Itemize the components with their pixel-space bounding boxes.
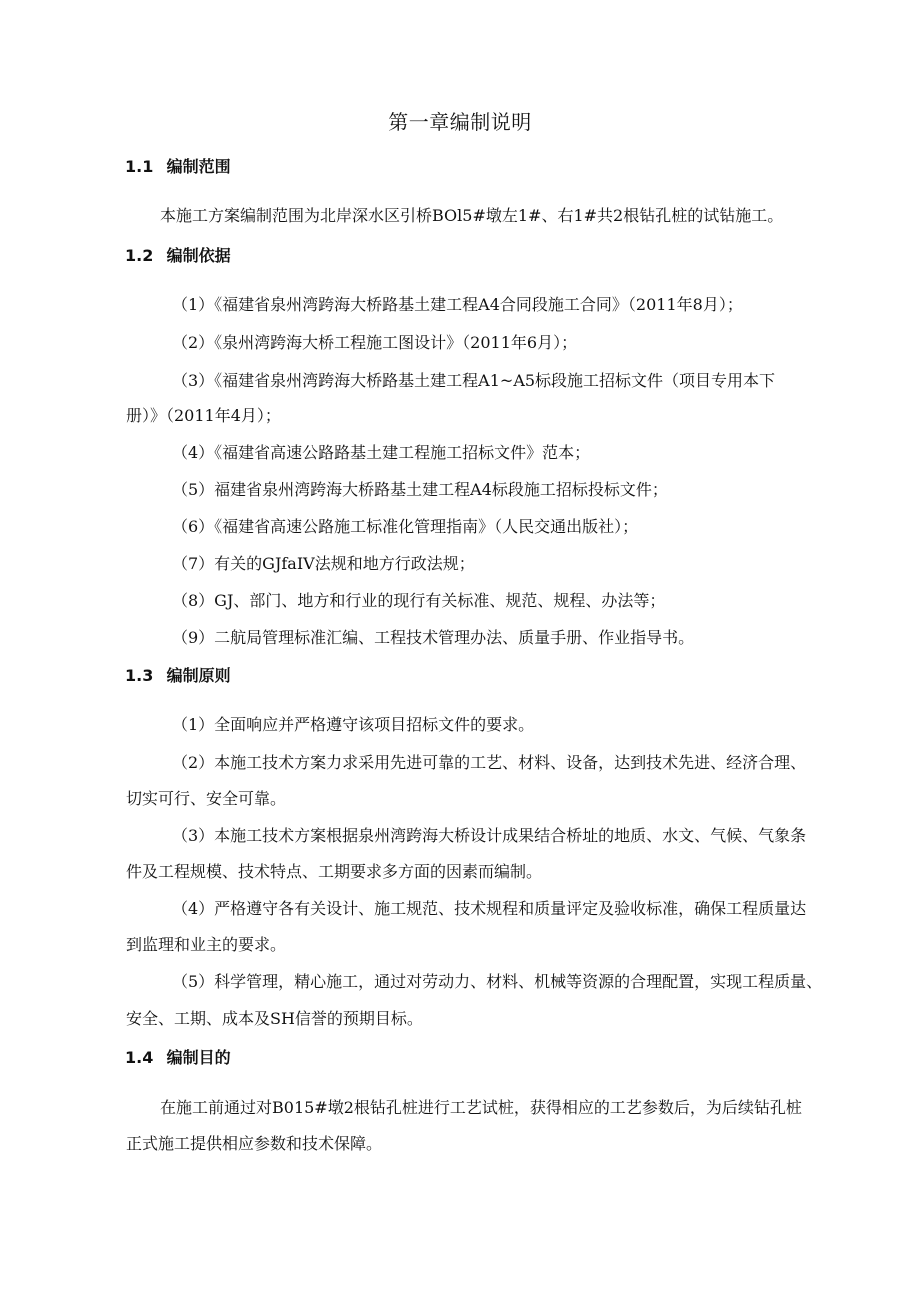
- list-item-continuation: 安全、工期、成本及SH信誉的预期目标。: [126, 1009, 423, 1028]
- list-item: （4）严格遵守各有关设计、施工规范、技术规程和质量评定及验收标准，确保工程质量达: [172, 899, 807, 918]
- list-item-continuation: 件及工程规模、技术特点、工期要求多方面的因素而编制。: [126, 862, 543, 881]
- list-item: （5）科学管理，精心施工，通过对劳动力、材料、机械等资源的合理配置，实现工程质量、: [172, 972, 823, 991]
- list-item: （2）《泉州湾跨海大桥工程施工图设计》（2011年6月）；: [172, 333, 578, 352]
- list-item: （2）本施工技术方案力求采用先进可靠的工艺、材料、设备，达到技术先进、经济合理、: [172, 753, 807, 772]
- list-item: （3）《福建省泉州湾跨海大桥路基土建工程A1~A5标段施工招标文件（项目专用本下: [172, 371, 776, 390]
- section-label: 编制目的: [166, 1048, 231, 1067]
- list-item: （8）GJ、部门、地方和行业的现行有关标准、规范、规程、办法等；: [172, 591, 666, 610]
- section-heading-1-4: [125, 1045, 231, 1071]
- list-item: （3）本施工技术方案根据泉州湾跨海大桥设计成果结合桥址的地质、水文、气候、气象条: [172, 826, 807, 845]
- list-item-continuation: 到监理和业主的要求。: [126, 935, 287, 954]
- paragraph-line: 本施工方案编制范围为北岸深水区引桥BOl5#墩左1#、右1#共2根钻孔桩的试钻施工。: [160, 206, 784, 225]
- section-heading-1-1: [125, 154, 231, 180]
- list-item: （6）《福建省高速公路施工标准化管理指南》（人民交通出版社）；: [172, 517, 639, 536]
- section-heading-1-2: [125, 243, 231, 269]
- section-label: 编制依据: [166, 246, 231, 265]
- section-number: 1.4: [125, 1048, 154, 1067]
- list-item: （9）二航局管理标准汇编、工程技术管理办法、质量手册、作业指导书。: [172, 628, 695, 647]
- paragraph-line: 在施工前通过对B015#墩2根钻孔桩进行工艺试桩，获得相应的工艺参数后，为后续钻孔桩: [160, 1098, 802, 1117]
- paragraph-line-continuation: 正式施工提供相应参数和技术保障。: [126, 1134, 383, 1153]
- section-number: 1.2: [125, 246, 154, 265]
- section-number: 1.3: [125, 666, 154, 685]
- section-label: 编制原则: [166, 666, 231, 685]
- section-heading-1-3: [125, 663, 231, 689]
- section-label: 编制范围: [166, 157, 231, 176]
- list-item-continuation: 册）》（2011年4月）；: [126, 406, 281, 425]
- list-item: （7）有关的GJfaIV法规和地方行政法规；: [172, 554, 475, 573]
- list-item: （5）福建省泉州湾跨海大桥路基土建工程A4标段施工招标投标文件；: [172, 480, 668, 499]
- list-item: （4）《福建省高速公路路基土建工程施工招标文件》范本；: [172, 443, 591, 462]
- list-item-continuation: 切实可行、安全可靠。: [126, 789, 287, 808]
- list-item: （1）全面响应并严格遵守该项目招标文件的要求。: [172, 715, 535, 734]
- list-item: （1）《福建省泉州湾跨海大桥路基土建工程A4合同段施工合同》（2011年8月）；: [172, 295, 743, 314]
- section-number: 1.1: [125, 157, 154, 176]
- chapter-title: 第一章编制说明: [388, 110, 532, 134]
